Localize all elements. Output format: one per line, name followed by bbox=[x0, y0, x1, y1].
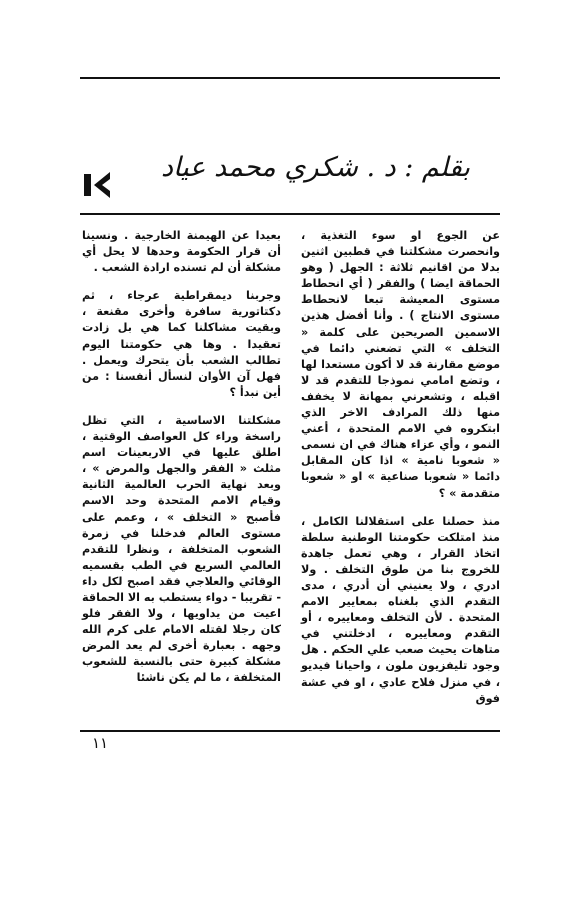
paragraph: وجربنا ديمقراطية عرجاء ، ثم دكتاتورية سافرة وأخرى مقنعة ، وبقيت مشاكلنا كما هي بل زادت تعقيدا . وها هي حكومتنا اليوم تطالب الشعب بأن يتحرك ويعمل . فهل آن الأوان لنسأل أنفسنا : من أين نبدأ ؟ bbox=[82, 289, 281, 399]
paragraph: بعيدا عن الهيمنة الخارجية . ونسينا أن قرار الحكومة وحدها لا يحل أي مشكلة أن لم تسنده ارادة الشعب . bbox=[82, 229, 281, 275]
top-rule bbox=[80, 77, 500, 79]
author-byline: بقلم : د . شكري محمد عياد bbox=[160, 152, 470, 183]
footer-rule bbox=[80, 730, 500, 732]
header-rule bbox=[80, 213, 500, 215]
paragraph: عن الجوع او سوء التغذية ، وانحصرت مشكلتنا في قطبين اثنين بدلا من اقانيم ثلاثة : الجهل ( وهو الحماقة ايضا ) والفقر ( أي انحطاط مستوى المعيشة تبعا لانحطاط مستوى الانتاج ) . وأنا أفضل هذين الاسمين الصريحين على كلمة « التخلف » التي تضعني دائما في موضع مقارنة قد لا أكون مستعدا لها ، وتضع امامي نموذجا للتقدم قد لا اقبله ، وتشعرني بمهانة لا يخفف منها ذلك المرادف الاخر الذي ابتكروه في الامم المتحدة ، أعني النمو ، وأي عزاء هناك في ان نسمى « شعوبا نامية » اذا كان المقابل دائما « شعوبا صناعية » او « شعوبا متقدمة » ؟ bbox=[301, 229, 500, 500]
text-columns bbox=[82, 228, 500, 708]
publisher-logo-icon bbox=[84, 170, 112, 200]
paragraph: مشكلتنا الاساسية ، التي تظل راسخة وراء كل العواصف الوقتية ، اطلق عليها في الاربعينات اسم مثلث « الفقر والجهل والمرض » ، وبعد نهاية الحرب العالمية الثانية وقيام الامم المتحدة وحد الاسم فأصبح « التخلف » ، وعمم على مستوى العالم فدخلنا في زمرة الشعوب المتخلفة ، ونظرا للتقدم العالمي السريع في الطب بقسميه الوقائي والعلاجي فقد اصبح لكل داء - تقريبا - دواء يستطب به الا الحماقة اعيت من يداويها ، ولا الفقر فلو كان رجلا لقتله الامام على كرم الله وجهه . بعبارة أخرى لم يعد المرض مشكلة كبيرة حتى بالنسبة للشعوب المتخلفة ، ما لم يكن ناشئا bbox=[82, 413, 281, 685]
right-column bbox=[82, 228, 281, 708]
left-column bbox=[301, 228, 500, 708]
page-number: ١١ bbox=[92, 734, 109, 752]
paragraph: منذ حصلنا على استقلالنا الكامل ، منذ امتلكت حكومتنا الوطنية سلطة اتخاذ القرار ، وهي تعمل جاهدة للخروج بنا من طوق التخلف . ولا ادري ، ولا يعنيني أن أدري ، مدى التقدم الذي بلغناه بمعايير الامم المتحدة . لأن التخلف ومعاييره ، أو التقدم ومعاييره ، ادخلتني في متاهات يحيث صعب علي الحكم . هل وجود تليفزيون ملون ، واحيانا فيديو ، في منزل فلاح عادي ، او في عشة فوق bbox=[301, 514, 500, 705]
